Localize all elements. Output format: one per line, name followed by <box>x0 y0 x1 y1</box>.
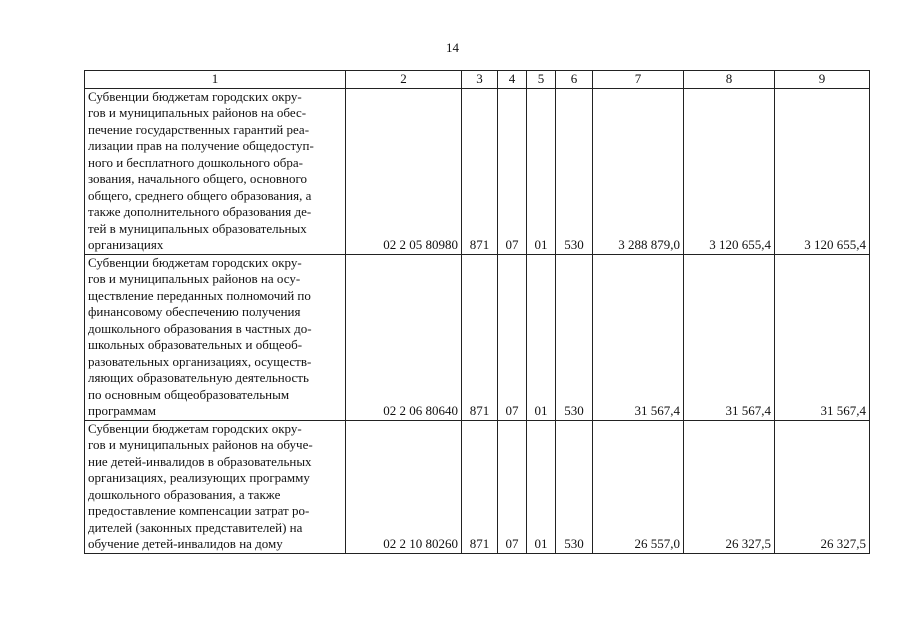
row-amount-8: 3 120 655,4 <box>684 88 775 254</box>
row-description: Субвенции бюджетам городских окру- гов и муниципальных районов на обес- печение государственных гарантий реа- лизации прав на получение общедоступ- ного и бесплатного дошкольного обра- зования, начального общего, основного общего, среднего общего образования, а также дополнительного образования де- тей в муниципальных образовательных организациях <box>85 88 346 254</box>
row-cell-5: 01 <box>527 420 556 553</box>
row-amount-8: 26 327,5 <box>684 420 775 553</box>
row-cell-6: 530 <box>556 420 593 553</box>
table-row <box>85 88 870 254</box>
row-amount-9: 26 327,5 <box>775 420 870 553</box>
column-header-5: 5 <box>527 71 556 89</box>
row-amount-7: 31 567,4 <box>593 254 684 420</box>
column-header-9: 9 <box>775 71 870 89</box>
row-code: 02 2 06 80640 <box>346 254 462 420</box>
row-cell-5: 01 <box>527 254 556 420</box>
page-number: 14 <box>446 40 459 55</box>
column-header-2: 2 <box>346 71 462 89</box>
row-cell-4: 07 <box>498 254 527 420</box>
row-cell-6: 530 <box>556 254 593 420</box>
row-description: Субвенции бюджетам городских окру- гов и муниципальных районов на осу- ществление переданных полномочий по финансовому обеспечению получения дошкольного образования в частных до- школьных образовательных и общеоб- разовательных организациях, осуществ- ляющих образовательную деятельность по основным общеобразовательным программам <box>85 254 346 420</box>
budget-table <box>84 70 870 554</box>
row-description: Субвенции бюджетам городских окру- гов и муниципальных районов на обуче- ние детей-инвалидов в образовательных организациях, реализующих программу дошкольного образования, а также предоставление компенсации затрат ро- дителей (законных представителей) на обучение детей-инвалидов на дому <box>85 420 346 553</box>
row-cell-3: 871 <box>462 88 498 254</box>
row-amount-8: 31 567,4 <box>684 254 775 420</box>
row-amount-9: 3 120 655,4 <box>775 88 870 254</box>
column-header-3: 3 <box>462 71 498 89</box>
column-header-8: 8 <box>684 71 775 89</box>
row-code: 02 2 10 80260 <box>346 420 462 553</box>
row-cell-3: 871 <box>462 254 498 420</box>
column-header-4: 4 <box>498 71 527 89</box>
table-row <box>85 420 870 553</box>
column-header-7: 7 <box>593 71 684 89</box>
row-amount-9: 31 567,4 <box>775 254 870 420</box>
table-row <box>85 254 870 420</box>
row-code: 02 2 05 80980 <box>346 88 462 254</box>
row-cell-5: 01 <box>527 88 556 254</box>
row-cell-4: 07 <box>498 88 527 254</box>
row-cell-3: 871 <box>462 420 498 553</box>
row-cell-6: 530 <box>556 88 593 254</box>
column-header-1: 1 <box>85 71 346 89</box>
row-amount-7: 26 557,0 <box>593 420 684 553</box>
row-amount-7: 3 288 879,0 <box>593 88 684 254</box>
row-cell-4: 07 <box>498 420 527 553</box>
column-header-6: 6 <box>556 71 593 89</box>
header-row <box>85 71 870 89</box>
